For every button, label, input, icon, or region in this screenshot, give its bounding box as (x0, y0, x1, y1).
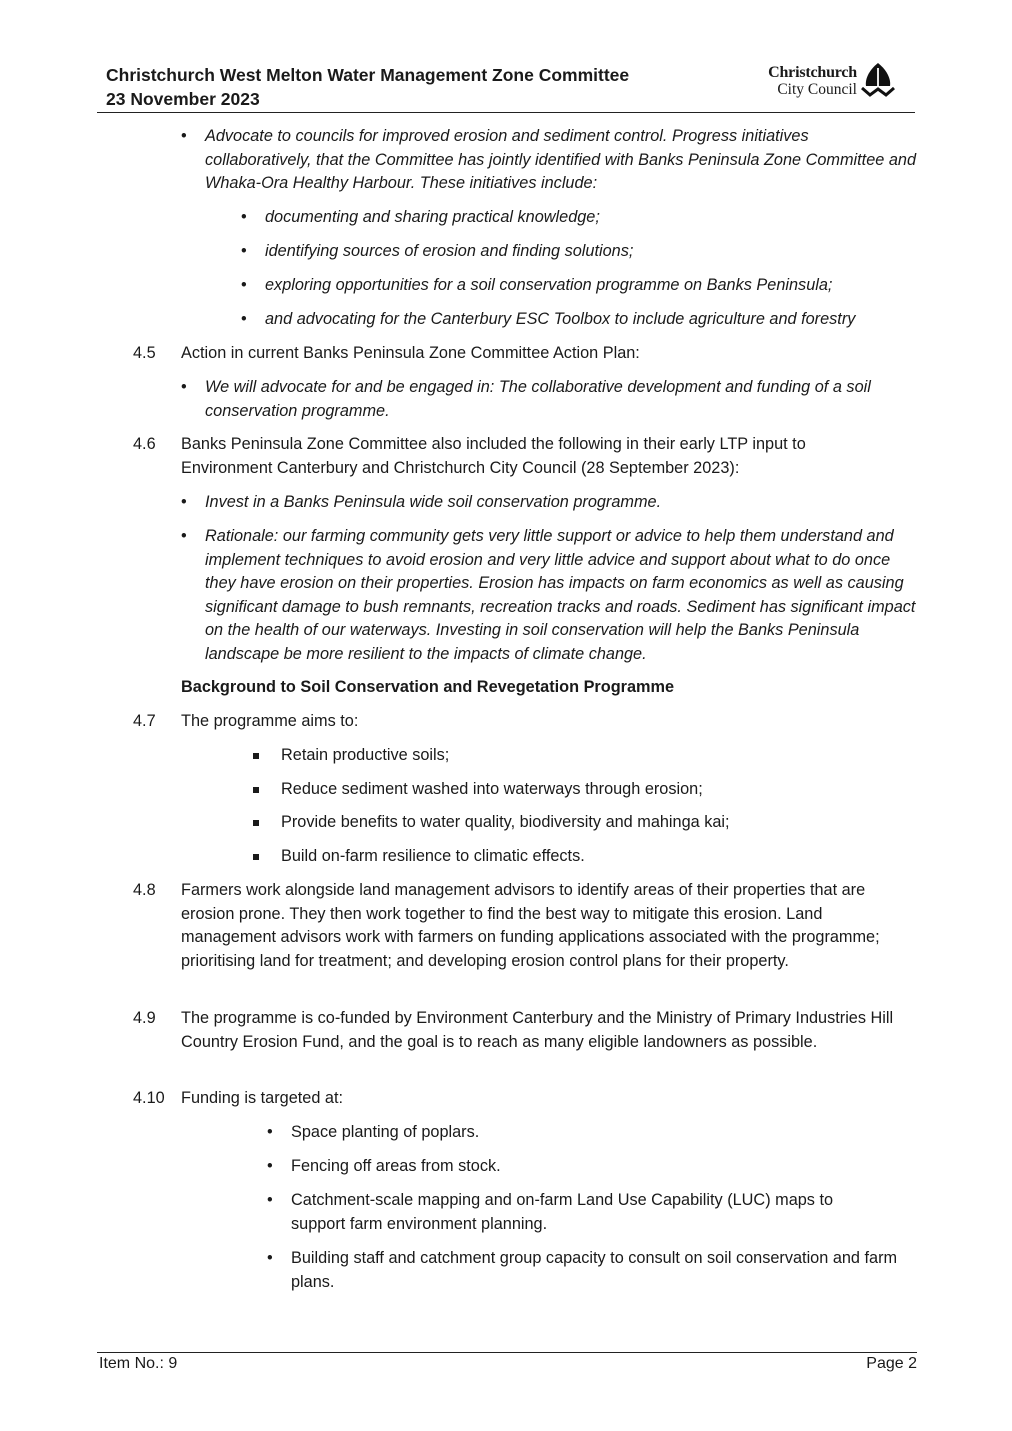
page-header (97, 60, 915, 113)
aim-item: Retain productive soils; (281, 744, 449, 768)
section-number: 4.5 (133, 344, 156, 362)
council-logo (745, 62, 915, 102)
section-text: The programme aims to: (181, 712, 359, 730)
aim-item: Reduce sediment washed into waterways through erosion; (281, 778, 703, 802)
section-text: The programme is co-funded by Environment Canterbury and the Ministry of Primary Industries Hill Country Erosion Fund, and the goal is to reach as many eligible landowners as possible. (181, 1009, 894, 1051)
item-number: Item No.: 9 (99, 1355, 178, 1372)
logo-line1: Christchurch (768, 64, 857, 81)
funding-item: • Building staff and catchment group capacity to consult on soil conservation and farm plans. (291, 1247, 917, 1294)
initiative-item: • and advocating for the Canterbury ESC Toolbox to include agriculture and forestry (265, 308, 855, 332)
section-number: 4.8 (133, 881, 156, 899)
section-heading: Background to Soil Conservation and Revegetation Programme (181, 678, 675, 696)
section-number: 4.9 (133, 1009, 156, 1027)
page-footer (97, 1352, 917, 1372)
initiative-item: • documenting and sharing practical knowledge; (265, 206, 600, 230)
section-text: Funding is targeted at: (181, 1089, 344, 1107)
section-number: 4.10 (133, 1089, 165, 1107)
funding-item: • Space planting of poplars. (291, 1121, 479, 1145)
aim-item: Build on-farm resilience to climatic effects. (281, 845, 585, 869)
logo-line2: City Council (777, 81, 857, 98)
section-text: Banks Peninsula Zone Committee also included the following in their early LTP input to Environment Canterbury and Christchurch City Council (28 September 2023): (181, 435, 806, 477)
funding-item: • Fencing off areas from stock. (291, 1155, 501, 1179)
intro-bullet: • Advocate to councils for improved erosion and sediment control. Progress initiatives collaboratively, that the Committee has jointly identified with Banks Peninsula Zone Committee and Whaka-Ora Healthy Harbour. These initiatives include: (205, 125, 917, 196)
section-text: Farmers work alongside land management advisors to identify areas of their properties that are erosion prone. They then work together to find the best way to mitigate this erosion. Land management advisors work with farmers on funding applications associated with the programme; prioritising land for treatment; and developing erosion control plans for their property. (181, 881, 880, 970)
committee-name: Christchurch West Melton Water Management Zone Committee (106, 65, 630, 85)
meeting-date: 23 November 2023 (106, 89, 260, 109)
ltp-bullet: • Invest in a Banks Peninsula wide soil conservation programme. (205, 491, 661, 515)
section-number: 4.6 (133, 435, 156, 453)
initiative-item: • identifying sources of erosion and finding solutions; (265, 240, 633, 264)
action-plan-bullet: • We will advocate for and be engaged in: The collaborative development and funding of a soil conservation programme. (205, 376, 917, 423)
page-number: Page 2 (866, 1355, 917, 1372)
section-number: 4.7 (133, 712, 156, 730)
funding-item: • Catchment-scale mapping and on-farm Land Use Capability (LUC) maps to support farm environment planning. (291, 1189, 891, 1236)
initiative-item: • exploring opportunities for a soil conservation programme on Banks Peninsula; (265, 274, 832, 298)
aim-item: Provide benefits to water quality, biodiversity and mahinga kai; (281, 811, 730, 835)
logo-text (745, 64, 857, 98)
cathedral-icon (859, 62, 897, 98)
section-text: Action in current Banks Peninsula Zone Committee Action Plan: (181, 344, 640, 362)
rationale-bullet: • Rationale: our farming community gets very little support or advice to help them understand and implement techniques to avoid erosion and very little advice and support about what to do once they have erosion on their properties. Erosion has impacts on farm economics as well as causing significant damage to bush remnants, recreation tracks and roads. Sediment has significant impact on the health of our waterways. Investing in soil conservation will help the Banks Peninsula landscape be more resilient to the impacts of climate change. (205, 525, 917, 667)
header-committee (106, 63, 629, 111)
